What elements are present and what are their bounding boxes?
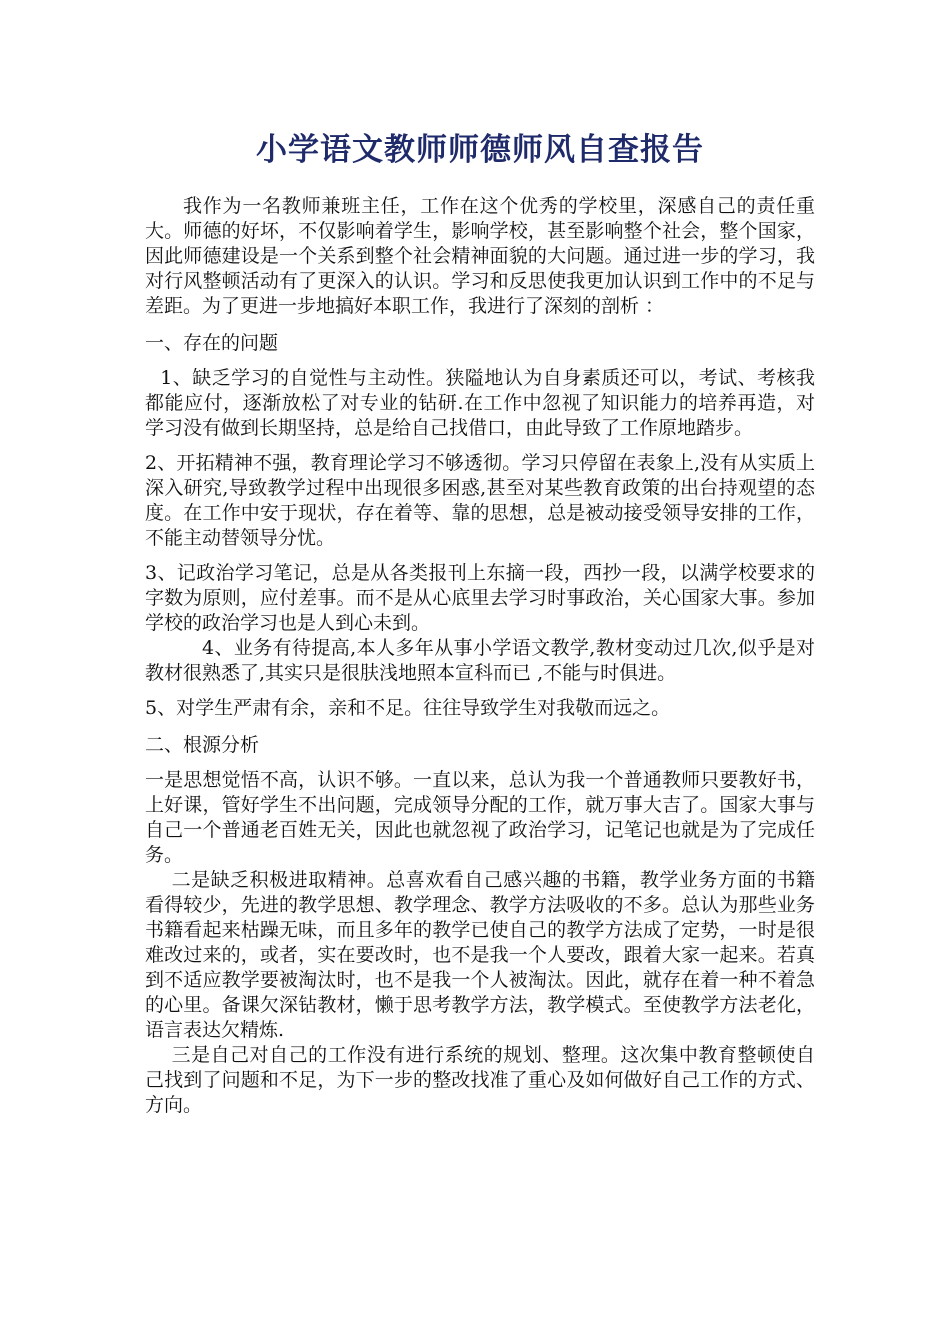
analysis-paragraph-2: 二是缺乏积极进取精神。总喜欢看自己感兴趣的书籍，教学业务方面的书籍看得较少，先进的教学思想、教学理念、教学方法吸收的不多。总认为那些业务书籍看起来枯躁无味，而且多年的教学已使自己的教学方法成了定势，一时是很难改过来的，或者，实在要改时，也不是我一个人要改，跟着大家一起来。若真到不适应教学要被淘汰时，也不是我一个人被淘汰。因此，就存在着一种不着急的心里。备课欠深钻教材，懒于思考教学方法，教学模式。至使教学方法老化，语言表达欠精炼. — [145, 869, 815, 1041]
problem-paragraph-2: 2、开拓精神不强，教育理论学习不够透彻。学习只停留在表象上,没有从实质上深入研究,导致教学过程中出现很多困惑,甚至对某些教育政策的出台持观望的态度。在工作中安于现状，存在着等、靠的思想，总是被动接受领导安排的工作，不能主动替领导分忧。 — [145, 452, 815, 549]
document-page — [145, 128, 815, 1118]
problem-paragraph-4: 4、业务有待提高,本人多年从事小学语文教学,教材变动过几次,似乎是对教材很熟悉了,其实只是很肤浅地照本宣科而已 ,不能与时俱进。 — [145, 637, 815, 684]
section-heading-analysis: 二、根源分析 — [145, 734, 260, 756]
problem-paragraph-5: 5、对学生严肃有余，亲和不足。往往导致学生对我敬而远之。 — [145, 697, 671, 719]
problem-paragraph-3: 3、记政治学习笔记，总是从各类报刊上东摘一段，西抄一段，以满学校要求的字数为原则，应付差事。而不是从心底里去学习时事政治，关心国家大事。参加学校的政治学习也是人到心未到。 — [145, 562, 815, 634]
problem-paragraph-1: 1、缺乏学习的自觉性与主动性。狭隘地认为自身素质还可以，考试、考核我都能应付，逐渐放松了对专业的钻研.在工作中忽视了知识能力的培养再造，对学习没有做到长期坚持，总是给自己找借口，由此导致了工作原地踏步。 — [145, 367, 815, 439]
intro-paragraph: 我作为一名教师兼班主任，工作在这个优秀的学校里，深感自己的责任重大。师德的好坏，不仅影响着学生，影响学校，甚至影响整个社会，整个国家，因此师德建设是一个关系到整个社会精神面貌的大问题。通过进一步的学习，我对行风整顿活动有了更深入的认识。学习和反思使我更加认识到工作中的不足与差距。为了更进一步地搞好本职工作，我进行了深刻的剖析 ： — [145, 195, 815, 317]
analysis-paragraph-1: 一是思想觉悟不高，认识不够。一直以来，总认为我一个普通教师只要教好书，上好课，管好学生不出问题，完成领导分配的工作，就万事大吉了。国家大事与自己一个普通老百姓无关，因此也就忽视了政治学习，记笔记也就是为了完成任务。 — [145, 769, 815, 866]
analysis-paragraph-3: 三是自己对自己的工作没有进行系统的规划、整理。这次集中教育整顿使自己找到了问题和不足，为下一步的整改找准了重心及如何做好自己工作的方式、方向。 — [145, 1044, 815, 1116]
section-heading-problems: 一、存在的问题 — [145, 332, 279, 354]
document-title: 小学语文教师师德师风自查报告 — [256, 132, 704, 168]
